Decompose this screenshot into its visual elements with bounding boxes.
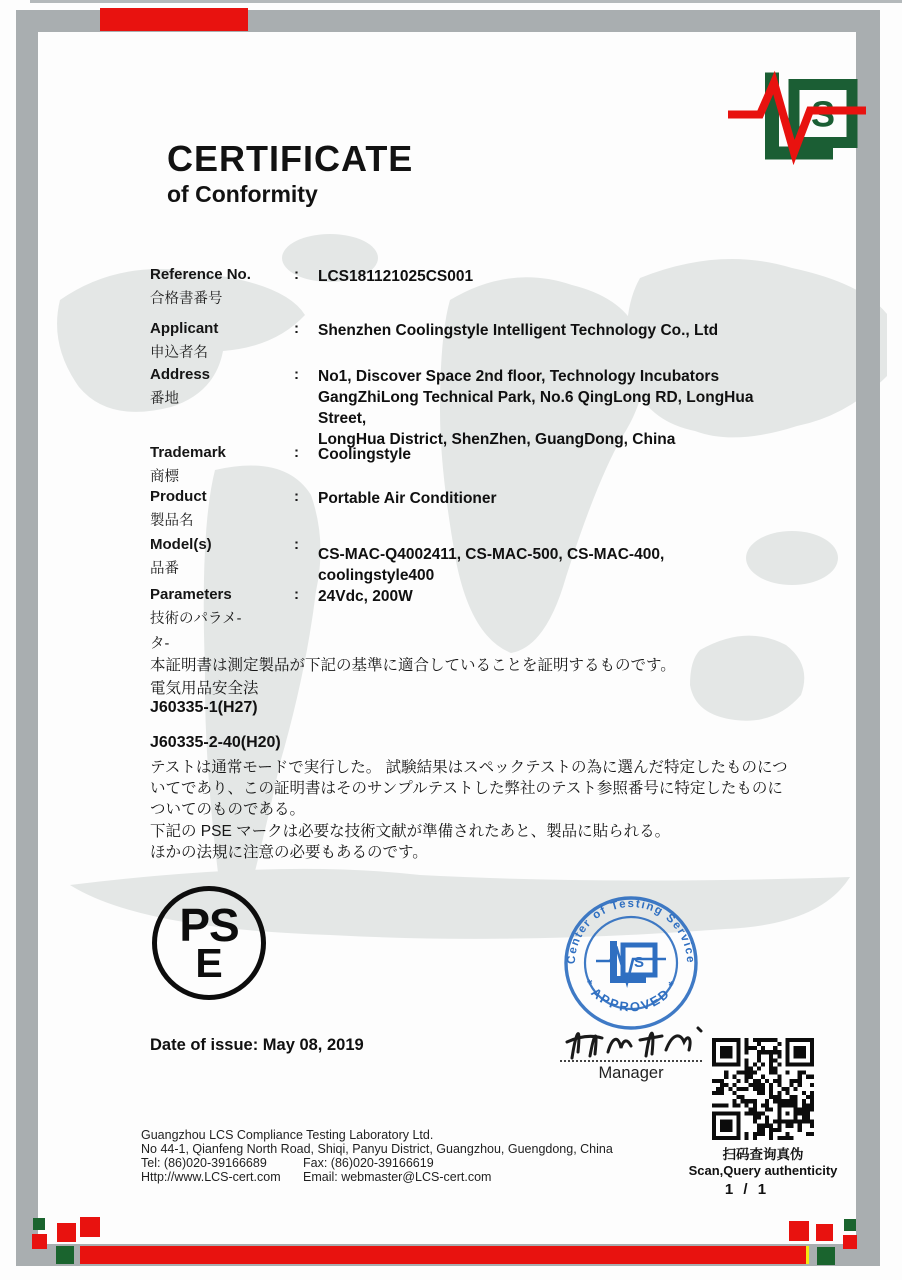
issuer-website: Http://www.LCS-cert.com xyxy=(141,1170,281,1184)
field-label-ja: タ- xyxy=(150,636,170,652)
deco-square xyxy=(817,1247,835,1265)
signature-line xyxy=(560,1060,702,1062)
deco-square xyxy=(80,1217,100,1237)
field-label-ja: 番地 xyxy=(150,391,179,407)
issuer-footer xyxy=(141,1128,613,1184)
deco-square xyxy=(789,1221,809,1241)
issuer-tel: Tel: (86)020-39166689 xyxy=(141,1156,267,1170)
field-trademark xyxy=(150,444,775,486)
field-value: Coolingstyle xyxy=(318,446,412,463)
field-label-ja: 技術のパラメ- xyxy=(150,611,242,627)
standard-1: J60335-1(H27) xyxy=(150,699,258,716)
bottom-red-bar xyxy=(80,1246,806,1264)
issuer-fax: Fax: (86)020-39166619 xyxy=(303,1156,434,1170)
field-label-ja: 製品名 xyxy=(150,513,194,529)
qr-caption-en: Scan,Query authenticity xyxy=(688,1163,838,1178)
logo-letter-s: S xyxy=(810,93,836,135)
colon: : xyxy=(294,444,299,461)
field-label-ja: 申込者名 xyxy=(150,345,208,361)
stamp-arc-bottom-text: * APPROVED * xyxy=(580,976,682,1015)
field-value: LCS181121025CS001 xyxy=(318,268,474,285)
field-label-en: Parameters xyxy=(150,586,232,603)
certificate-title: CERTIFICATE xyxy=(167,138,414,179)
date-of-issue: Date of issue: May 08, 2019 xyxy=(150,1036,364,1054)
field-label-en: Trademark xyxy=(150,444,226,461)
field-label-ja: 合格書番号 xyxy=(150,291,223,307)
bottom-yellow-sliver xyxy=(806,1246,809,1264)
page-number: 1 / 1 xyxy=(724,1181,770,1198)
deco-square xyxy=(843,1235,857,1249)
field-value: Portable Air Conditioner xyxy=(318,490,497,507)
colon: : xyxy=(294,536,299,553)
field-applicant xyxy=(150,320,775,362)
field-value: 24Vdc, 200W xyxy=(318,588,413,605)
issuer-email: Email: webmaster@LCS-cert.com xyxy=(303,1170,492,1184)
field-reference xyxy=(150,266,775,308)
issuer-address: No 44-1, Qianfeng North Road, Shiqi, Panyu District, Guangzhou, Guengdong, China xyxy=(141,1142,613,1156)
frame-left xyxy=(16,10,38,1266)
frame-edge-top-thin xyxy=(30,0,902,3)
field-value: Shenzhen Coolingstyle Intelligent Technology Co., Ltd xyxy=(318,322,719,339)
field-models xyxy=(150,536,775,586)
qr-caption-zh: 扫码查询真伪 xyxy=(722,1147,804,1162)
svg-text:S: S xyxy=(633,954,645,971)
field-value: No1, Discover Space 2nd floor, Technology Incubators GangZhiLong Technical Park, No.6 QingLong RD, LongHua Street, LongHua District, ShenZhen, GuangDong, China xyxy=(318,368,754,448)
field-label-en: Address xyxy=(150,366,211,383)
certificate-subtitle: of Conformity xyxy=(167,181,318,207)
field-label-ja: 商標 xyxy=(150,469,179,485)
deco-square xyxy=(816,1224,833,1241)
field-label-ja: 品番 xyxy=(150,561,179,577)
colon: : xyxy=(294,320,299,337)
deco-square xyxy=(56,1246,74,1264)
pse-mark xyxy=(152,886,266,1000)
manager-label: Manager xyxy=(598,1064,664,1082)
lcs-logo xyxy=(722,60,872,165)
colon: : xyxy=(294,488,299,505)
deco-square xyxy=(32,1234,47,1249)
pse-mark-e: E xyxy=(195,940,223,986)
field-product xyxy=(150,488,775,530)
stamp-arc-top-text: Center of Testing Service xyxy=(565,897,697,965)
manager-signature xyxy=(560,1012,710,1064)
colon: : xyxy=(294,586,299,603)
issuer-company: Guangzhou LCS Compliance Testing Laboratory Ltd. xyxy=(141,1128,434,1142)
top-red-bar xyxy=(100,8,248,31)
colon: : xyxy=(294,366,299,383)
field-label-en: Reference No. xyxy=(150,266,251,283)
field-value: CS-MAC-Q4002411, CS-MAC-500, CS-MAC-400, coolingstyle400 xyxy=(318,546,665,584)
statement-line2: 電気用品安全法 xyxy=(150,680,259,697)
deco-square xyxy=(844,1219,856,1231)
standard-2: J60335-2-40(H20) xyxy=(150,734,281,751)
field-label-en: Applicant xyxy=(150,320,219,337)
pse-mark-ps: PS xyxy=(179,899,239,951)
frame-right xyxy=(856,10,880,1266)
field-label-en: Product xyxy=(150,488,207,505)
deco-square xyxy=(57,1223,76,1242)
notes-paragraph: テストは通常モードで実行した。 試験結果はスペックテストの為に選んだ特定したものにつ いてであり、この証明書はそのサンプルテストした弊社のテスト参照番号に特定したものに ついてのものである。 下記の PSE マークは必要な技術文献が準備されたあと、製品に貼られる。 ほかの法規に注意の必要もあるのです。 xyxy=(150,759,788,861)
deco-square xyxy=(33,1218,45,1230)
field-label-en: Model(s) xyxy=(150,536,212,553)
stamp-inner-logo xyxy=(596,941,666,983)
colon: : xyxy=(294,266,299,283)
qr-code xyxy=(712,1038,814,1145)
field-parameters xyxy=(150,586,775,653)
field-address xyxy=(150,366,775,450)
statement-line1: 本証明書は測定製品が下記の基準に適合していることを証明するものです。 xyxy=(150,657,676,674)
